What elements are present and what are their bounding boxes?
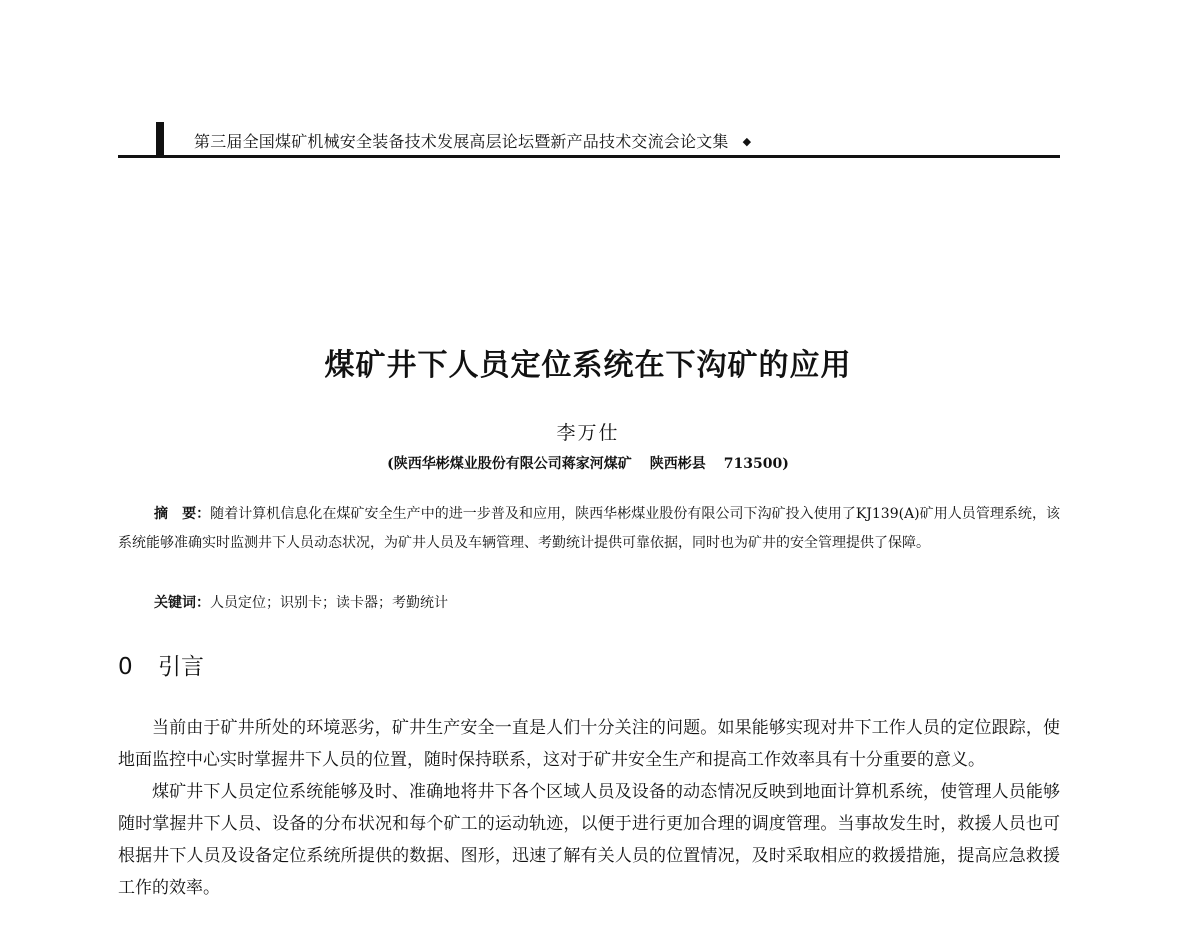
header-text — [194, 129, 751, 152]
author-affiliation — [0, 453, 1176, 473]
affiliation-postcode: 713500) — [723, 456, 789, 472]
keywords-label: 关键词： — [154, 595, 210, 611]
affiliation-place: 陕西彬县 — [649, 456, 706, 472]
running-header — [118, 122, 1060, 158]
section-number: 0 — [118, 654, 133, 680]
header-rule — [118, 155, 1060, 158]
proceedings-title: 第三届全国煤矿机械安全装备技术发展高层论坛暨新产品技术交流会论文集 — [194, 132, 729, 151]
abstract — [118, 500, 1060, 558]
body-text — [118, 712, 1060, 904]
paragraph: 煤矿井下人员定位系统能够及时、准确地将井下各个区域人员及设备的动态情况反映到地面计算机系统，使管理人员能够随时掌握井下人员、设备的分布状况和每个矿工的运动轨迹，以便于进行更加合理的调度管理。当事故发生时，救援人员也可根据井下人员及设备定位系统所提供的数据、图形，迅速了解有关人员的位置情况，及时采取相应的救援措施，提高应急救援工作的效率。 — [118, 782, 1060, 898]
paragraph: 当前由于矿井所处的环境恶劣，矿井生产安全一直是人们十分关注的问题。如果能够实现对井下工作人员的定位跟踪，使地面监控中心实时掌握井下人员的位置，随时保持联系，这对于矿井安全生产和提高工作效率具有十分重要的意义。 — [118, 718, 1060, 770]
diamond-icon: ◆ — [742, 135, 752, 148]
affiliation-org: (陕西华彬煤业股份有限公司蒋家河煤矿 — [387, 456, 632, 472]
paper-title: 煤矿井下人员定位系统在下沟矿的应用 — [324, 348, 852, 383]
section-title: 引言 — [158, 654, 204, 680]
author-name: 李万仕 — [556, 422, 620, 444]
keywords-text: 人员定位；识别卡；读卡器；考勤统计 — [210, 595, 448, 611]
header-bar-mark — [156, 122, 164, 155]
section-heading — [118, 648, 204, 681]
abstract-text: 随着计算机信息化在煤矿安全生产中的进一步普及和应用，陕西华彬煤业股份有限公司下沟矿投入使用了KJ139(A)矿用人员管理系统，该系统能够准确实时监测井下人员动态状况，为矿井人员及车辆管理、考勤统计提供可靠依据，同时也为矿井的安全管理提供了保障。 — [118, 506, 1061, 551]
keywords — [154, 589, 448, 618]
abstract-label: 摘 要： — [154, 506, 211, 522]
